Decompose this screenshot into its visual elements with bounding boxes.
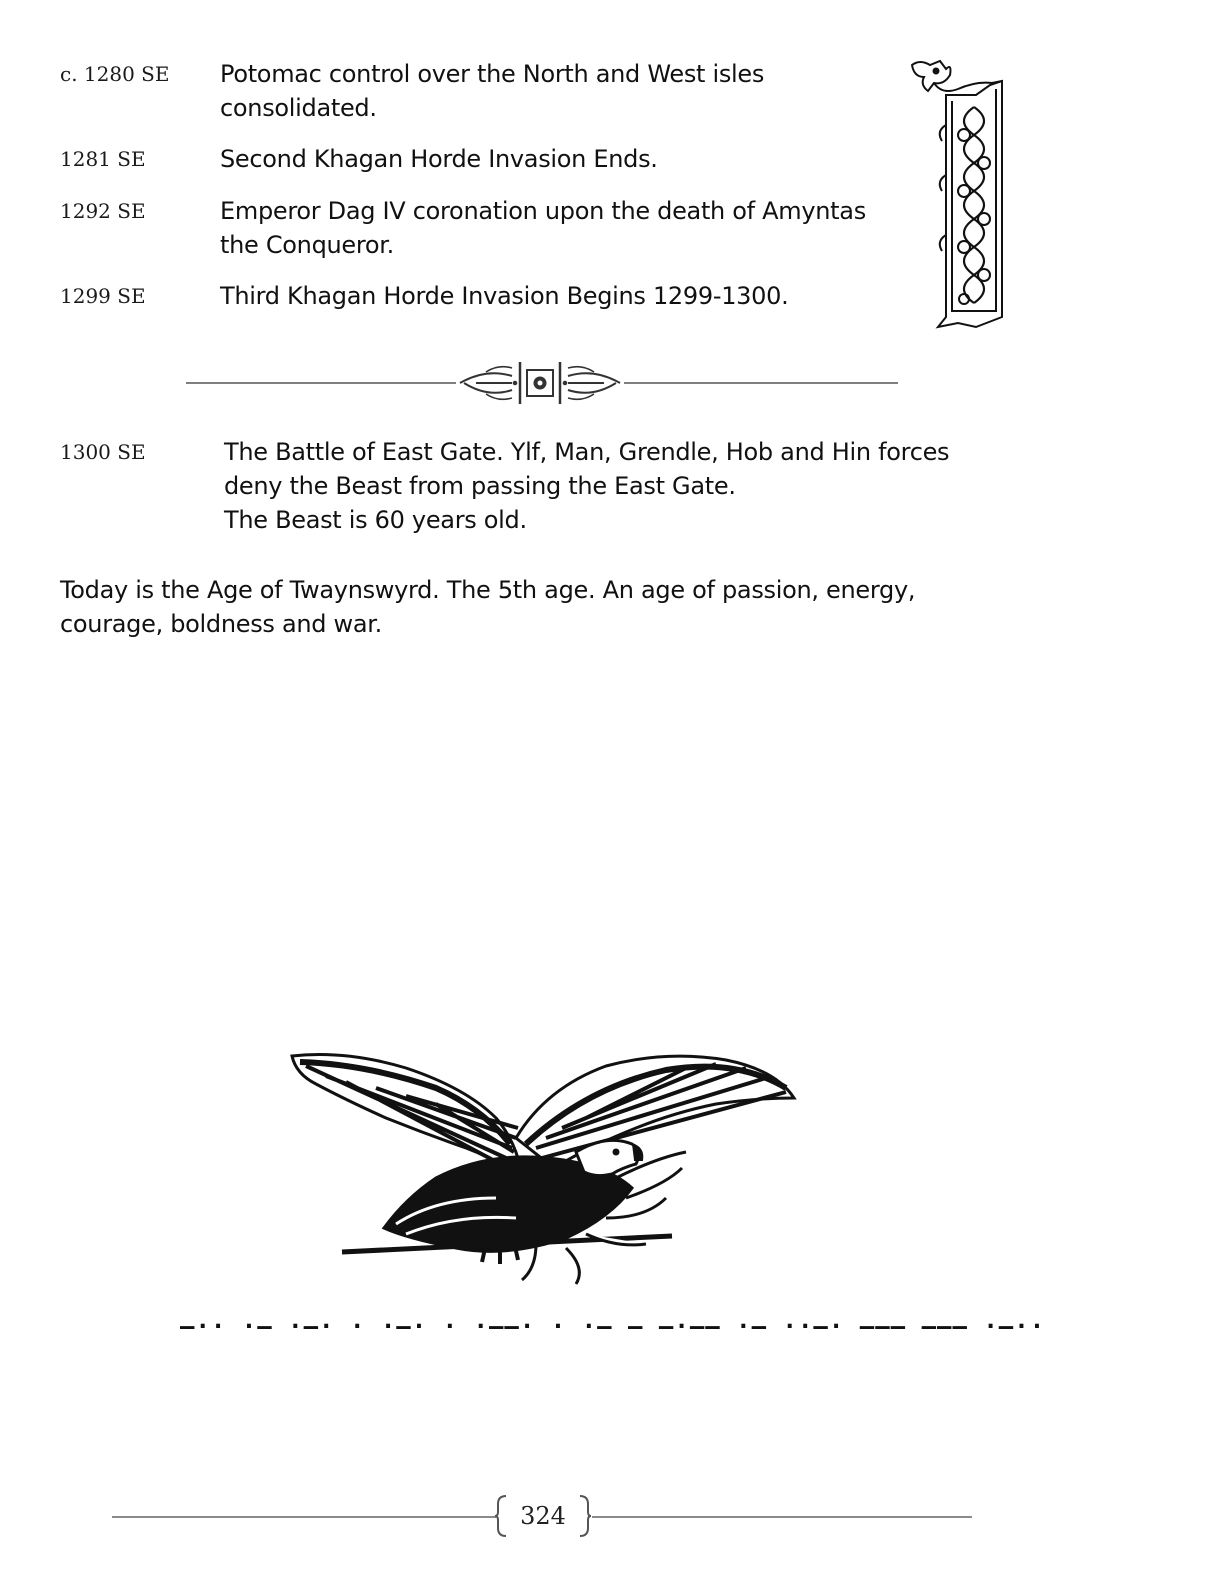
left-brace-icon <box>494 1494 508 1538</box>
timeline-event <box>220 279 788 313</box>
page-number: 324 <box>520 1502 566 1530</box>
illuminated-initial-icon <box>906 55 1010 331</box>
closing-paragraph <box>60 573 990 641</box>
event-line: deny the Beast from passing the East Gate. <box>224 472 736 500</box>
right-brace-icon <box>578 1494 592 1538</box>
event-line: the Conqueror. <box>220 231 394 259</box>
event-line: Third Khagan Horde Invasion Begins 1299-1300. <box>220 282 789 310</box>
timeline-date: 1281 SE <box>60 147 146 171</box>
timeline-date: c. 1280 SE <box>60 62 170 86</box>
battle-event <box>224 435 949 537</box>
event-line: Emperor Dag IV coronation upon the death of Amyntas <box>220 197 866 225</box>
event-line: The Battle of East Gate. Ylf, Man, Grendle, Hob and Hin forces <box>224 438 950 466</box>
event-line: The Beast is 60 years old. <box>224 506 527 534</box>
footer-rule-right <box>592 1516 972 1518</box>
timeline-date: 1299 SE <box>60 284 146 308</box>
ornamental-divider-icon <box>186 358 898 408</box>
event-line: consolidated. <box>220 94 377 122</box>
closing-line: Today is the Age of Twaynswyrd. The 5th age. An age of passion, energy, <box>60 576 916 604</box>
battle-date: 1300 SE <box>60 440 146 464</box>
timeline-event <box>220 142 658 176</box>
event-line: Potomac control over the North and West isles <box>220 60 765 88</box>
morse-code-line: –·· ·– ·–· · ·–· · ·––· · ·– – –·–– ·– ··–· ––– ––– ·–·· <box>180 1312 1046 1340</box>
timeline-event <box>220 194 866 262</box>
closing-line: courage, boldness and war. <box>60 610 382 638</box>
footer-rule-left <box>112 1516 496 1518</box>
timeline-date: 1292 SE <box>60 199 146 223</box>
timeline-event <box>220 57 764 125</box>
event-line: Second Khagan Horde Invasion Ends. <box>220 145 658 173</box>
eagle-illustration-icon <box>286 1048 801 1288</box>
